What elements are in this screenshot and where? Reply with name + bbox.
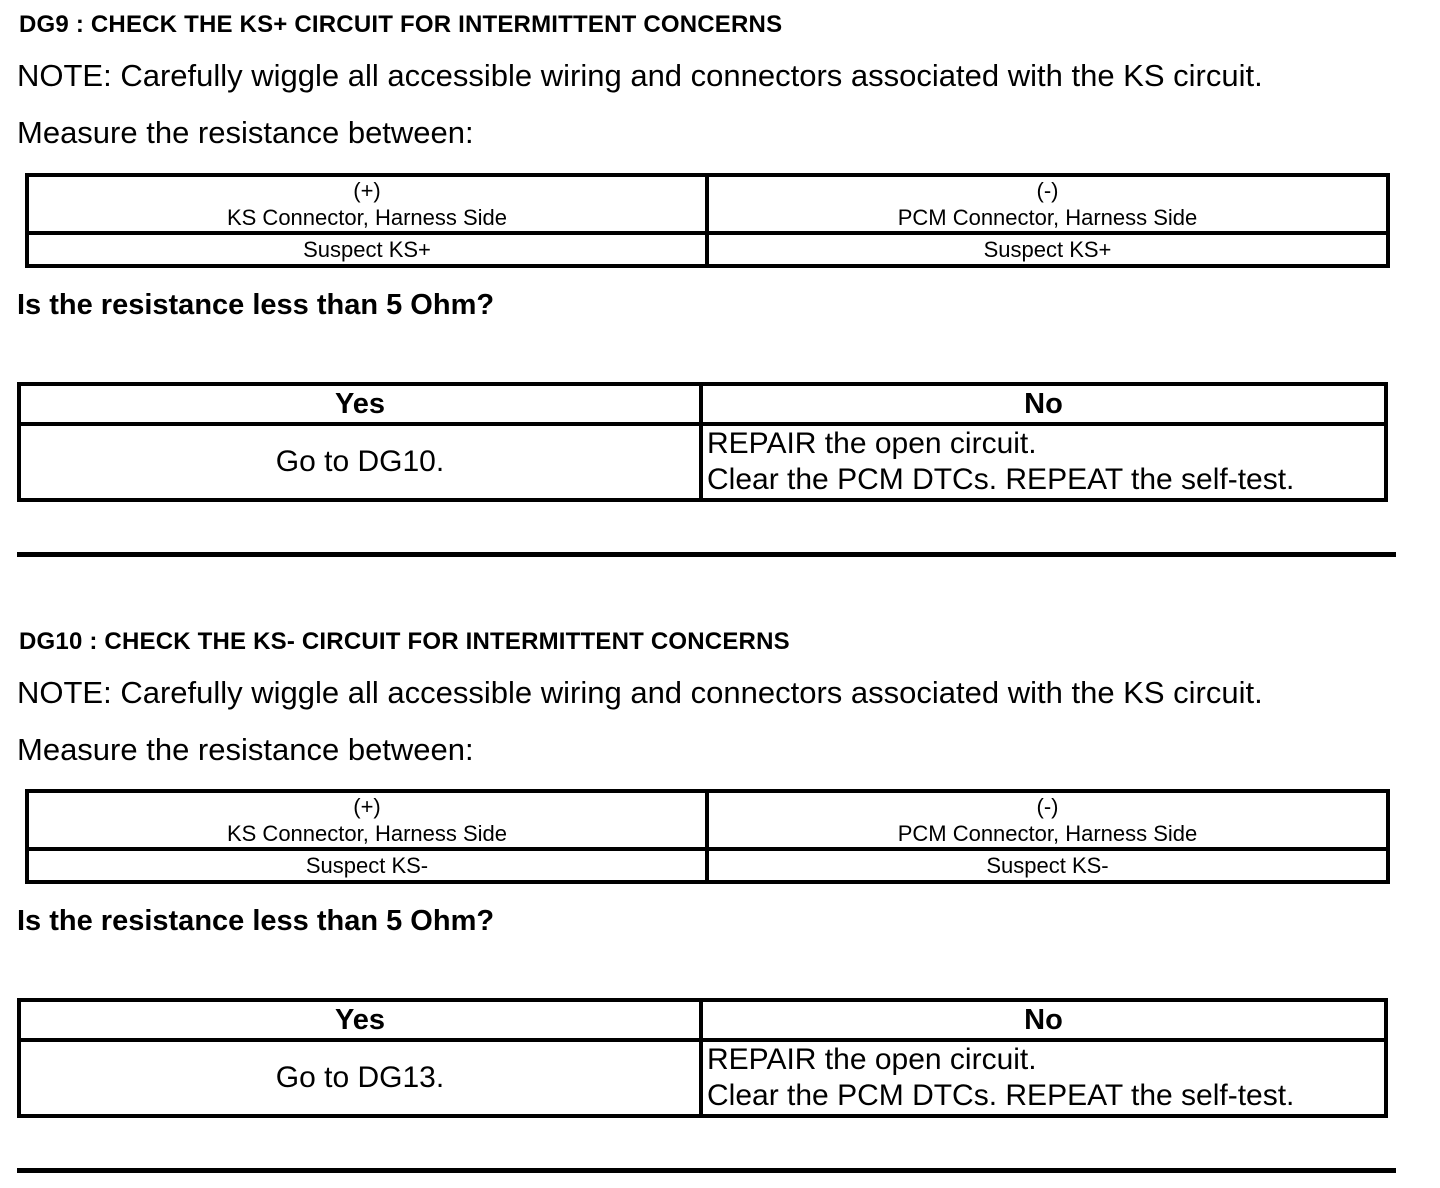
- measure-instruction-dg9: Measure the resistance between:: [17, 115, 474, 150]
- section-divider: [17, 1168, 1396, 1173]
- question-dg10: Is the resistance less than 5 Ohm?: [17, 905, 495, 937]
- no-action-line-2: Clear the PCM DTCs. REPEAT the self-test.: [707, 1079, 1295, 1112]
- negative-probe-connector: PCM Connector, Harness Side: [897, 205, 1198, 230]
- question-dg9: Is the resistance less than 5 Ohm?: [17, 289, 495, 321]
- negative-probe-pin: Suspect KS-: [707, 849, 1388, 882]
- yes-action: Go to DG10.: [19, 424, 701, 500]
- negative-probe-label: (-): [1036, 178, 1059, 203]
- no-action: [701, 424, 1386, 500]
- positive-probe-cell: [27, 791, 707, 849]
- no-action: [701, 1040, 1386, 1116]
- measurement-table-dg9: [25, 173, 1390, 268]
- yes-header: Yes: [19, 384, 701, 424]
- note-text-dg9: NOTE: Carefully wiggle all accessible wiring and connectors associated with the KS circuit.: [17, 58, 1263, 93]
- step-heading-dg10: DG10 : CHECK THE KS- CIRCUIT FOR INTERMITTENT CONCERNS: [19, 628, 790, 655]
- no-action-line-1: REPAIR the open circuit.: [707, 427, 1037, 460]
- positive-probe-label: (+): [353, 794, 381, 819]
- note-text-dg10: NOTE: Carefully wiggle all accessible wiring and connectors associated with the KS circuit.: [17, 675, 1263, 710]
- positive-probe-cell: [27, 175, 707, 233]
- section-divider: [17, 552, 1396, 557]
- answer-table-dg10: [17, 998, 1388, 1118]
- positive-probe-pin: Suspect KS+: [27, 233, 707, 266]
- no-action-line-2: Clear the PCM DTCs. REPEAT the self-test.: [707, 463, 1295, 496]
- negative-probe-cell: [707, 175, 1388, 233]
- answer-table-dg9: [17, 382, 1388, 502]
- measure-instruction-dg10: Measure the resistance between:: [17, 732, 474, 767]
- measurement-table-dg10: [25, 789, 1390, 884]
- negative-probe-connector: PCM Connector, Harness Side: [897, 821, 1198, 846]
- yes-header: Yes: [19, 1000, 701, 1040]
- positive-probe-pin: Suspect KS-: [27, 849, 707, 882]
- no-header: No: [701, 384, 1386, 424]
- positive-probe-label: (+): [353, 178, 381, 203]
- negative-probe-pin: Suspect KS+: [707, 233, 1388, 266]
- negative-probe-cell: [707, 791, 1388, 849]
- negative-probe-label: (-): [1036, 794, 1059, 819]
- step-heading-dg9: DG9 : CHECK THE KS+ CIRCUIT FOR INTERMITTENT CONCERNS: [19, 11, 783, 38]
- positive-probe-connector: KS Connector, Harness Side: [226, 205, 508, 230]
- yes-action: Go to DG13.: [19, 1040, 701, 1116]
- positive-probe-connector: KS Connector, Harness Side: [226, 821, 508, 846]
- no-header: No: [701, 1000, 1386, 1040]
- no-action-line-1: REPAIR the open circuit.: [707, 1043, 1037, 1076]
